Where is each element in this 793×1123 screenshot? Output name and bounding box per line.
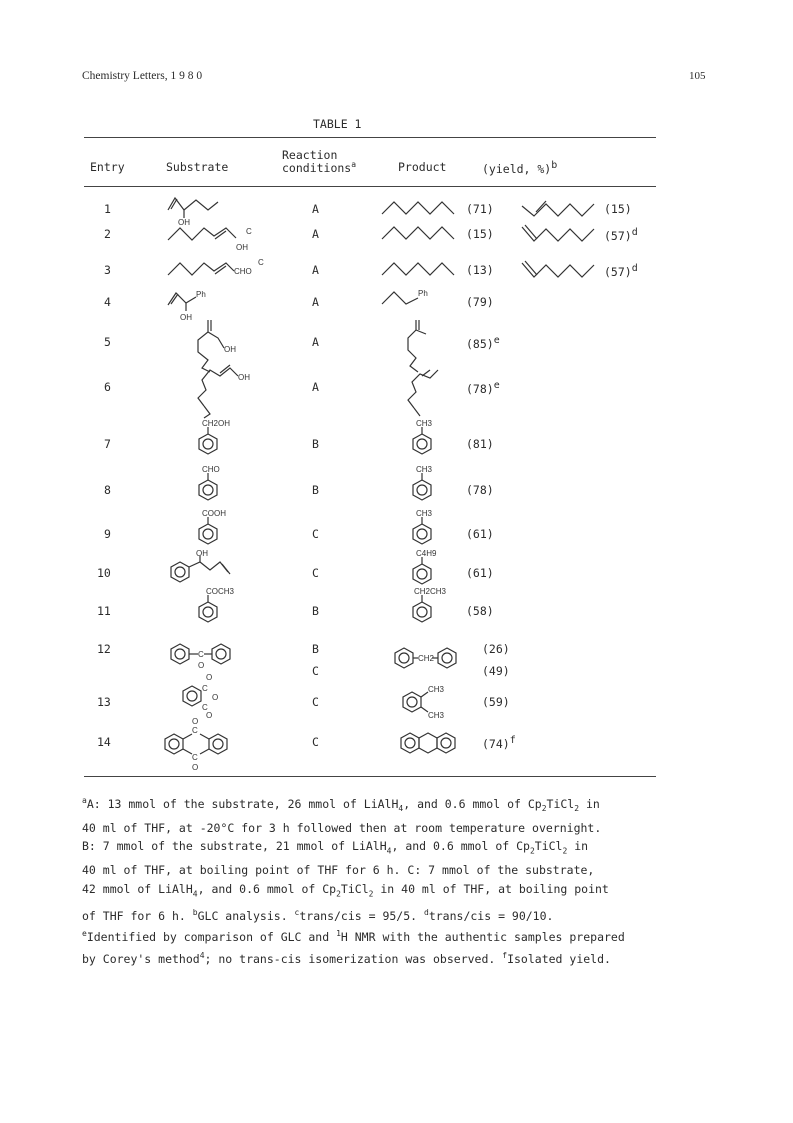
reaction-condition: B	[312, 642, 319, 656]
svg-text:OH: OH	[180, 313, 192, 322]
reaction-condition: A	[312, 202, 319, 216]
svg-text:CH3: CH3	[428, 685, 445, 694]
product-structure-14	[398, 728, 470, 758]
reaction-condition: A	[312, 227, 319, 241]
svg-text:O: O	[192, 717, 199, 726]
journal-header: Chemistry Letters, 1 9 8 0	[82, 70, 203, 82]
reaction-condition: A	[312, 380, 319, 394]
substrate-structure-6	[190, 360, 260, 420]
substrate-structure-13	[180, 672, 240, 722]
footnote-line: 42 mmol of LiAlH$_4$, and 0.6 mmol of $Cp_2TiCl_2$ in 40 ml of THF, at boiling point	[82, 881, 609, 899]
entry-number: 1	[104, 202, 111, 216]
product-structure-7	[410, 418, 450, 462]
yield-value: (15)	[604, 202, 632, 216]
table-bottom-rule	[84, 776, 656, 777]
yield-value: (26)	[482, 642, 510, 656]
product-structure-2b	[520, 221, 600, 249]
product-structure-13	[400, 682, 460, 722]
product-structure-1a	[380, 196, 460, 220]
reaction-condition: C	[312, 735, 319, 749]
reaction-condition: B	[312, 437, 319, 451]
col-header-conditions-line2: conditions$^a$	[282, 160, 357, 175]
substrate-structure-14	[160, 716, 240, 772]
svg-text:C: C	[202, 684, 208, 693]
product-structure-3a	[380, 257, 460, 281]
product-structure-4	[380, 286, 460, 310]
substrate-structure-9	[196, 508, 246, 552]
svg-text:C: C	[258, 258, 264, 267]
svg-text:OH: OH	[196, 549, 208, 558]
entry-number: 12	[97, 642, 111, 656]
footnote-line: by Corey's method$^4$; no trans-cis isomerization was observed. $^f$Isolated yield.	[82, 950, 611, 966]
yield-value: $(57)^d$	[604, 263, 638, 279]
reaction-condition: A	[312, 335, 319, 349]
substrate-structure-2	[166, 220, 256, 256]
product-structure-8	[410, 464, 450, 508]
col-header-product: Product	[398, 160, 447, 174]
yield-value: (71)	[466, 202, 494, 216]
product-structure-11	[410, 586, 470, 630]
col-header-conditions-line1: Reaction	[282, 148, 338, 162]
svg-text:C: C	[192, 726, 198, 735]
svg-text:CHO: CHO	[202, 465, 220, 474]
yield-value: (61)	[466, 566, 494, 580]
footnote-line: of THF for 6 h. $^b$GLC analysis. $^c$trans/cis = 95/5. $^d$trans/cis = 90/10.	[82, 907, 554, 923]
svg-text:CH3: CH3	[416, 465, 433, 474]
yield-value: (15)	[466, 227, 494, 241]
svg-text:C: C	[198, 650, 204, 659]
svg-text:OH: OH	[224, 345, 236, 354]
yield-value: (13)	[466, 263, 494, 277]
svg-text:C4H9: C4H9	[416, 549, 437, 558]
page-number: 105	[689, 70, 706, 82]
svg-text:CH3: CH3	[416, 509, 433, 518]
entry-number: 13	[97, 695, 111, 709]
substrate-structure-11	[196, 586, 256, 630]
col-header-entry: Entry	[90, 160, 125, 174]
yield-value: (79)	[466, 295, 494, 309]
yield-value: (61)	[466, 527, 494, 541]
product-structure-12	[392, 642, 472, 674]
yield-value: $(85)^e$	[466, 335, 500, 351]
svg-text:Ph: Ph	[418, 289, 428, 298]
col-header-substrate: Substrate	[166, 160, 229, 174]
substrate-structure-10	[166, 548, 246, 588]
svg-text:O: O	[192, 763, 199, 772]
table-header-rule	[84, 186, 656, 187]
entry-number: 6	[104, 380, 111, 394]
substrate-structure-8	[196, 464, 246, 508]
reaction-condition: C	[312, 527, 319, 541]
entry-number: 8	[104, 483, 111, 497]
svg-text:Ph: Ph	[196, 290, 206, 299]
yield-value: (49)	[482, 664, 510, 678]
entry-number: 9	[104, 527, 111, 541]
svg-text:C: C	[202, 703, 208, 712]
col-header-yield: (yield, %)$^b$	[482, 160, 558, 176]
reaction-condition: B	[312, 483, 319, 497]
svg-text:C: C	[246, 227, 252, 236]
svg-text:CH3: CH3	[416, 419, 433, 428]
entry-number: 14	[97, 735, 111, 749]
yield-value: (59)	[482, 695, 510, 709]
footnote-line: $^a$A: 13 mmol of the substrate, 26 mmol of LiAlH$_4$, and 0.6 mmol of $Cp_2TiCl_2$ in	[82, 796, 600, 814]
reaction-condition: B	[312, 604, 319, 618]
table-top-rule	[84, 137, 656, 138]
svg-text:CHO: CHO	[234, 267, 252, 276]
product-structure-9	[410, 508, 450, 552]
yield-value: (81)	[466, 437, 494, 451]
svg-text:O: O	[206, 673, 213, 682]
svg-text:O: O	[198, 661, 205, 670]
substrate-structure-3	[166, 253, 266, 283]
entry-number: 11	[97, 604, 111, 618]
product-structure-2a	[380, 221, 460, 245]
substrate-structure-12	[168, 636, 248, 676]
entry-number: 2	[104, 227, 111, 241]
yield-value: (58)	[466, 604, 494, 618]
substrate-structure-7	[196, 418, 246, 462]
footnote-line: B: 7 mmol of the substrate, 21 mmol of LiAlH$_4$, and 0.6 mmol of $Cp_2TiCl_2$ in	[82, 839, 589, 856]
reaction-condition: A	[312, 295, 319, 309]
svg-text:C: C	[192, 753, 198, 762]
entry-number: 4	[104, 295, 111, 309]
reaction-condition: A	[312, 263, 319, 277]
reaction-condition: C	[312, 566, 319, 580]
substrate-structure-4	[166, 283, 226, 323]
svg-text:COOH: COOH	[202, 509, 226, 518]
footnote-block	[82, 792, 702, 968]
svg-text:COCH3: COCH3	[206, 587, 235, 596]
reaction-condition: C	[312, 695, 319, 709]
svg-text:OH: OH	[178, 218, 190, 227]
product-structure-3b	[520, 257, 600, 285]
yield-value: $(57)^d$	[604, 227, 638, 243]
svg-text:CH2CH3: CH2CH3	[414, 587, 447, 596]
svg-text:OH: OH	[236, 243, 248, 252]
entry-number: 7	[104, 437, 111, 451]
footnote-line: $^e$Identified by comparison of GLC and $^1$H NMR with the authentic samples prepared	[82, 929, 625, 944]
yield-value: $(78)^e$	[466, 380, 500, 396]
entry-number: 10	[97, 566, 111, 580]
product-structure-1b	[520, 196, 600, 220]
table-title: TABLE 1	[313, 117, 362, 131]
yield-value: (78)	[466, 483, 494, 497]
footnote-line: 40 ml of THF, at boiling point of THF for 6 h. C: 7 mmol of the substrate,	[82, 863, 595, 878]
footnote-line: 40 ml of THF, at -20°C for 3 h followed then at room temperature overnight.	[82, 820, 602, 835]
svg-text:O: O	[212, 693, 219, 702]
svg-text:OH: OH	[238, 373, 250, 382]
entry-number: 3	[104, 263, 111, 277]
product-structure-6	[400, 362, 450, 422]
svg-text:CH2OH: CH2OH	[202, 419, 231, 428]
svg-text:O: O	[206, 711, 213, 720]
entry-number: 5	[104, 335, 111, 349]
svg-text:CH2: CH2	[418, 654, 435, 663]
svg-text:CH3: CH3	[428, 711, 445, 720]
reaction-condition: C	[312, 664, 319, 678]
yield-value: $(74)^f$	[482, 735, 516, 751]
